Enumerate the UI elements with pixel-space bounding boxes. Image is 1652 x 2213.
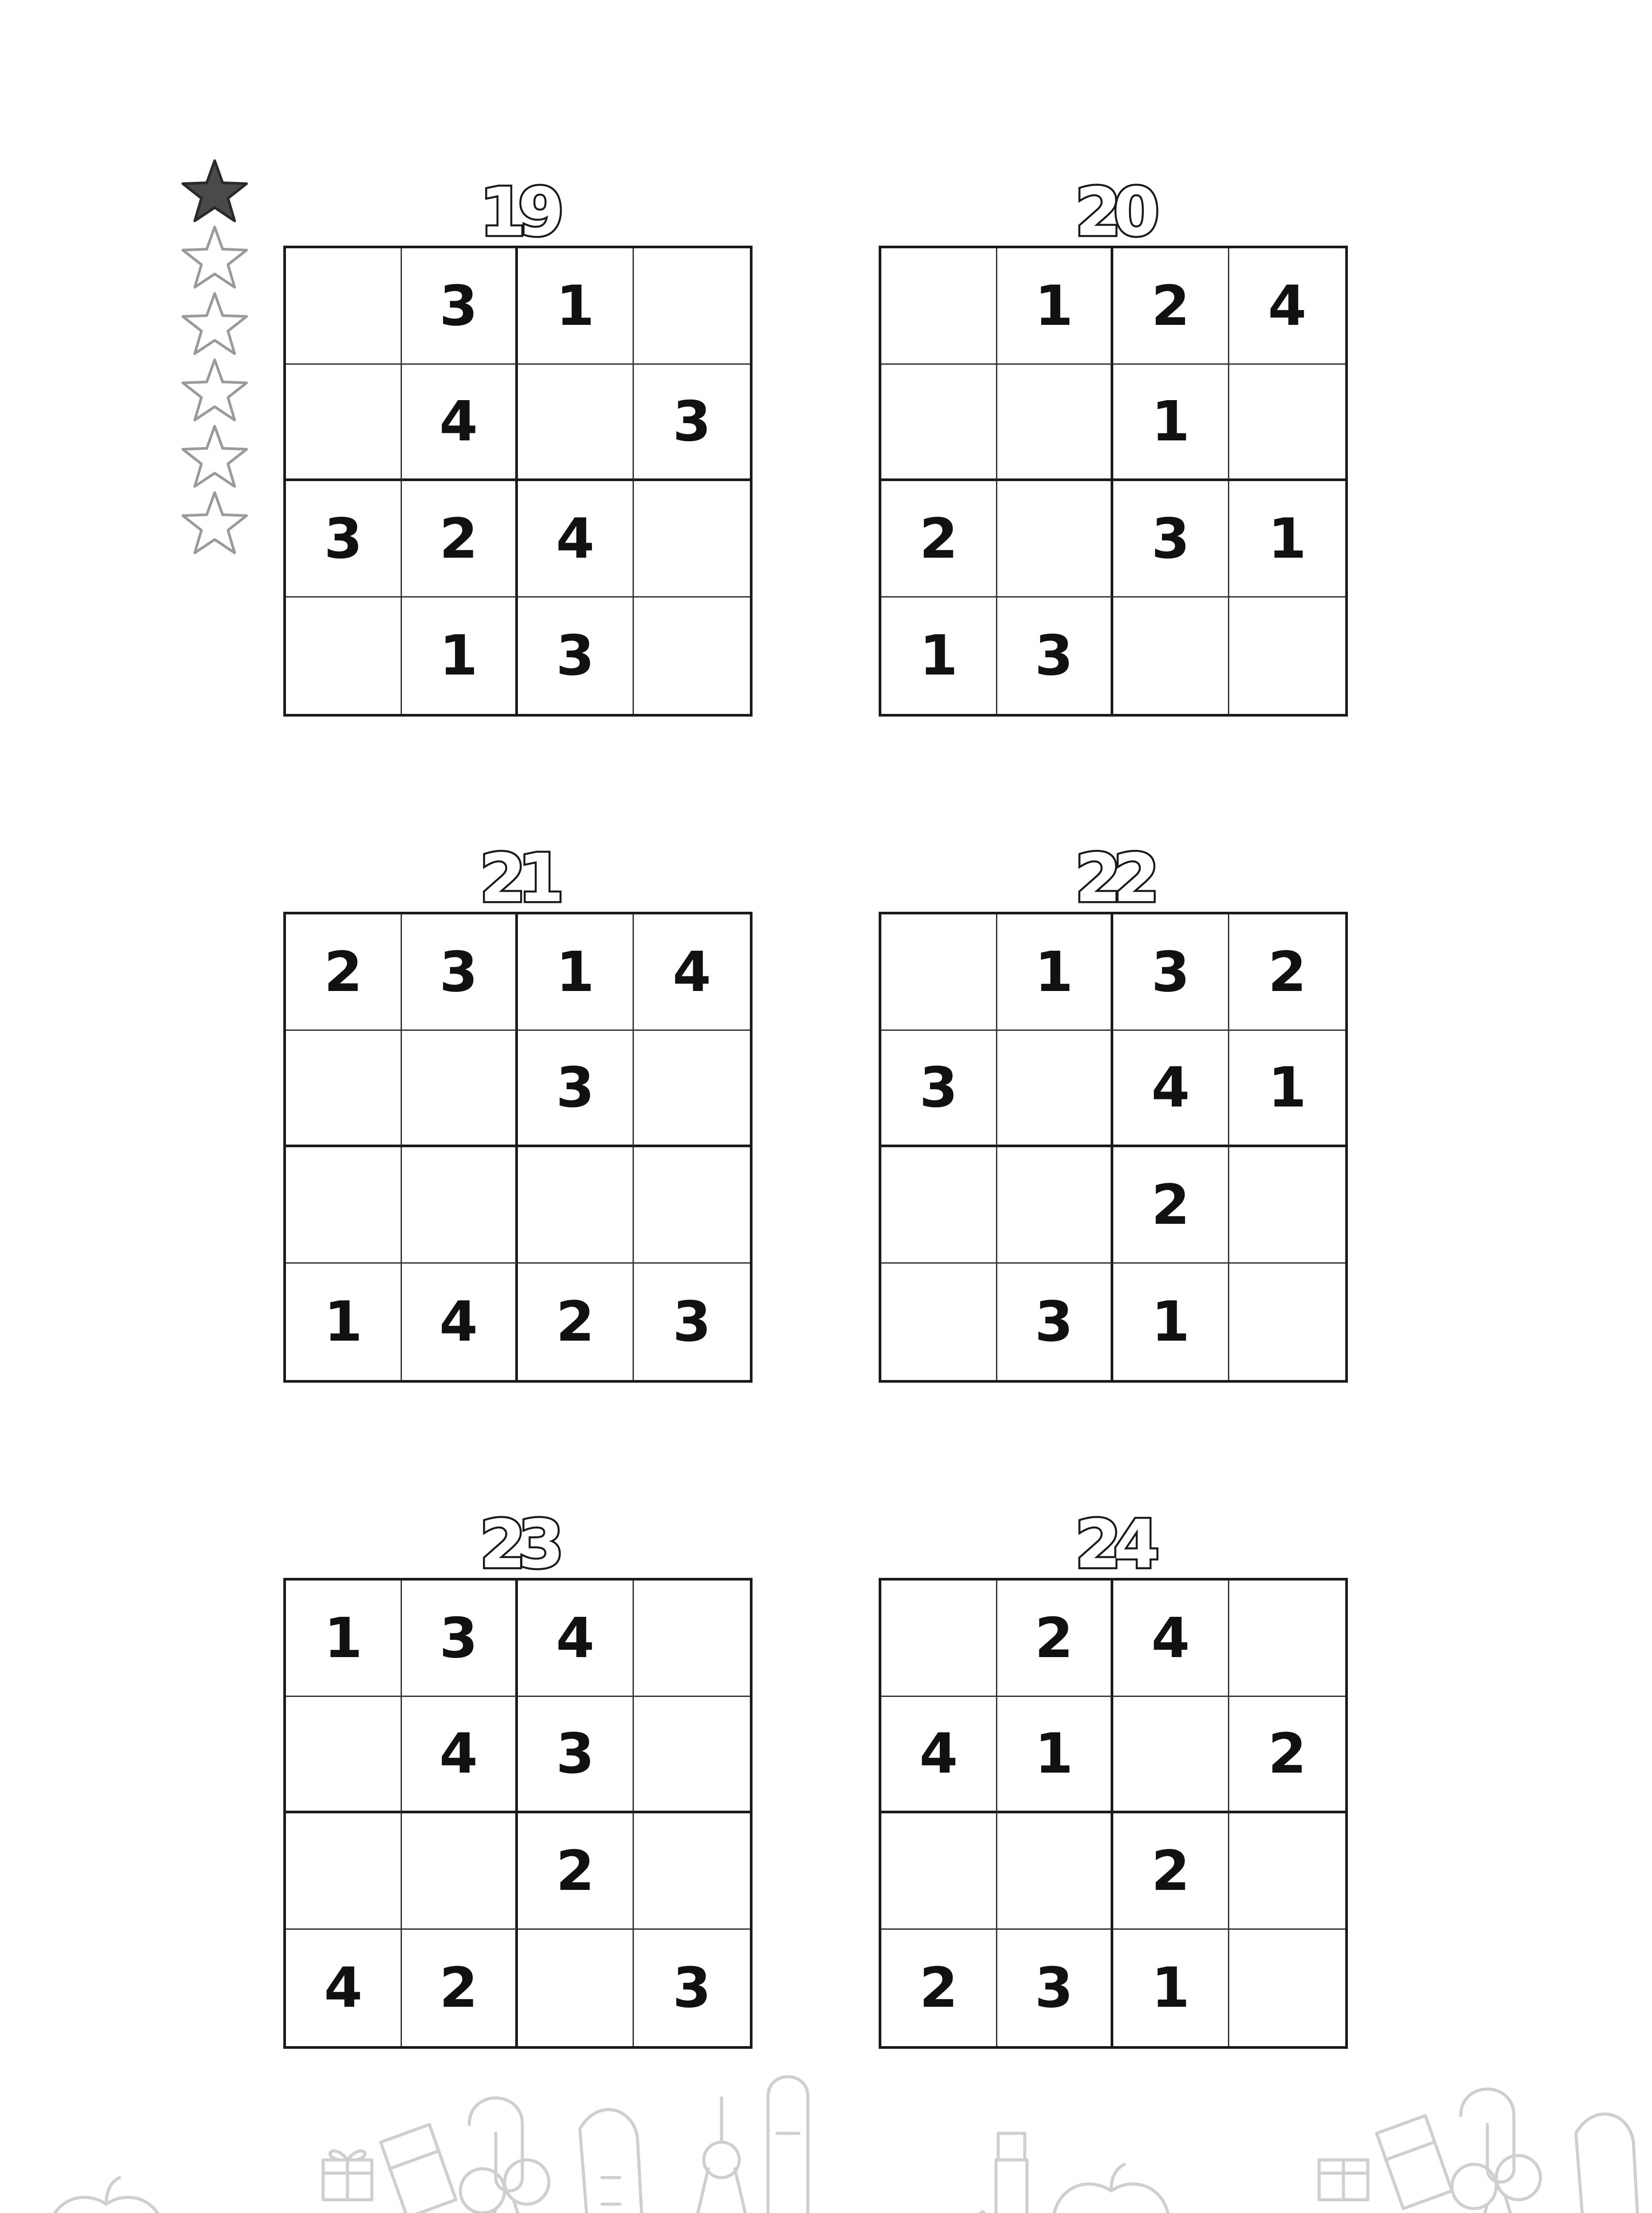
given-cell: 3 xyxy=(634,365,750,481)
empty-cell[interactable] xyxy=(881,1264,997,1380)
given-cell: 1 xyxy=(1229,481,1345,598)
empty-cell[interactable] xyxy=(1229,598,1345,714)
given-cell: 4 xyxy=(286,1930,402,2046)
given-cell: 2 xyxy=(1113,248,1229,365)
apple-icon xyxy=(48,2178,164,2213)
empty-cell[interactable] xyxy=(286,1147,402,1264)
empty-cell[interactable] xyxy=(997,1813,1113,1930)
compass-icon xyxy=(677,2098,766,2213)
empty-cell[interactable] xyxy=(634,1697,750,1813)
given-cell: 2 xyxy=(1113,1813,1229,1930)
star-filled-icon xyxy=(179,157,250,224)
empty-cell[interactable] xyxy=(634,1581,750,1697)
given-cell: 2 xyxy=(1229,914,1345,1031)
given-cell: 2 xyxy=(402,481,518,598)
empty-cell[interactable] xyxy=(286,365,402,481)
given-cell: 4 xyxy=(881,1697,997,1813)
glue-stick-icon xyxy=(996,2133,1027,2213)
empty-cell[interactable] xyxy=(1113,598,1229,714)
given-cell: 2 xyxy=(518,1813,634,1930)
empty-cell[interactable] xyxy=(518,365,634,481)
given-cell: 3 xyxy=(672,1956,711,2020)
empty-cell[interactable] xyxy=(286,598,402,714)
empty-cell[interactable] xyxy=(997,481,1113,598)
pen-icon xyxy=(768,2077,808,2213)
given-cell: 3 xyxy=(518,598,634,714)
given-cell: 1 xyxy=(997,914,1113,1031)
star-empty-icon xyxy=(179,489,250,555)
sudoku-grid xyxy=(283,1578,753,2049)
given-cell: 2 xyxy=(997,1581,1113,1697)
given-cell: 4 xyxy=(1113,1031,1229,1147)
empty-cell[interactable] xyxy=(881,1147,997,1264)
given-cell: 2 xyxy=(402,1930,518,2046)
given-cell: 1 xyxy=(286,1581,402,1697)
given-cell: 1 xyxy=(518,914,634,1031)
puzzle-number: 24 xyxy=(1075,1506,1152,1583)
star-empty-icon xyxy=(179,423,250,489)
empty-cell[interactable] xyxy=(402,1031,518,1147)
empty-cell[interactable] xyxy=(997,365,1113,481)
given-cell: 1 xyxy=(997,1697,1113,1813)
eraser-icon xyxy=(381,2124,456,2213)
empty-cell[interactable] xyxy=(518,1930,634,2046)
empty-cell[interactable] xyxy=(518,1147,634,1264)
empty-cell[interactable] xyxy=(1229,1581,1345,1697)
given-cell: 2 xyxy=(286,914,402,1031)
given-cell: 4 xyxy=(402,365,518,481)
given-cell: 2 xyxy=(1113,1147,1229,1264)
given-cell: 3 xyxy=(672,1290,711,1354)
scissors-icon xyxy=(1452,2155,1540,2213)
sudoku-grid xyxy=(283,912,753,1383)
star-empty-icon xyxy=(179,290,250,356)
puzzle-number: 19 xyxy=(479,174,556,251)
given-cell: 1 xyxy=(1113,365,1229,481)
given-cell: 2 xyxy=(518,1264,634,1380)
given-cell: 3 xyxy=(1113,481,1229,598)
empty-cell[interactable] xyxy=(997,1147,1113,1264)
given-cell: 2 xyxy=(1229,1697,1345,1813)
sudoku-grid xyxy=(879,912,1348,1383)
given-cell: 1 xyxy=(402,598,518,714)
stationery-footer xyxy=(0,2045,1652,2213)
empty-cell[interactable] xyxy=(634,598,750,714)
empty-cell[interactable] xyxy=(286,248,402,365)
empty-cell[interactable] xyxy=(997,1031,1113,1147)
given-cell: 4 xyxy=(518,1581,634,1697)
empty-cell[interactable] xyxy=(881,365,997,481)
sudoku-grid xyxy=(283,246,753,717)
given-cell: 1 xyxy=(518,248,634,365)
given-cell: 1 xyxy=(286,1264,402,1380)
given-cell: 3 xyxy=(997,1264,1113,1380)
given-cell: 4 xyxy=(634,914,750,1031)
empty-cell[interactable] xyxy=(1229,365,1345,481)
empty-cell[interactable] xyxy=(634,1147,750,1264)
given-cell: 3 xyxy=(286,481,402,598)
given-cell: 4 xyxy=(402,1264,518,1380)
ruler-icon xyxy=(580,2109,646,2213)
given-cell: 4 xyxy=(1113,1581,1229,1697)
star-empty-icon xyxy=(179,356,250,423)
given-cell: 3 xyxy=(518,1697,634,1813)
scissors-icon xyxy=(460,2160,549,2213)
given-cell: 1 xyxy=(997,248,1113,365)
given-cell: 4 xyxy=(402,1697,518,1813)
empty-cell[interactable] xyxy=(634,1031,750,1147)
given-cell: 3 xyxy=(1113,914,1229,1031)
empty-cell[interactable] xyxy=(634,1813,750,1930)
empty-cell[interactable] xyxy=(286,1697,402,1813)
ruler-icon xyxy=(1576,2114,1642,2213)
given-cell: 1 xyxy=(1229,1031,1345,1147)
sudoku-grid xyxy=(879,246,1348,717)
gift-icon xyxy=(1319,2160,1368,2200)
given-cell: 3 xyxy=(518,1031,634,1147)
star-empty-icon xyxy=(179,224,250,290)
empty-cell[interactable] xyxy=(1229,1930,1345,2046)
given-cell: 3 xyxy=(402,1581,518,1697)
empty-cell[interactable] xyxy=(1229,1147,1345,1264)
empty-cell[interactable] xyxy=(634,481,750,598)
empty-cell[interactable] xyxy=(286,1813,402,1930)
puzzle-number: 22 xyxy=(1075,840,1152,917)
given-cell: 3 xyxy=(997,1930,1113,2046)
empty-cell[interactable] xyxy=(402,1147,518,1264)
given-cell: 4 xyxy=(1229,248,1345,365)
given-cell: 3 xyxy=(881,1031,997,1147)
given-cell: 3 xyxy=(997,598,1113,714)
empty-cell[interactable] xyxy=(402,1813,518,1930)
eraser-icon xyxy=(1377,2116,1452,2209)
empty-cell[interactable] xyxy=(1113,1697,1229,1813)
empty-cell[interactable] xyxy=(286,1031,402,1147)
paperclip-icon xyxy=(469,2098,522,2191)
puzzle-number: 20 xyxy=(1075,174,1152,251)
gift-icon xyxy=(323,2151,372,2200)
given-cell: 1 xyxy=(1113,1264,1229,1380)
given-cell: 3 xyxy=(402,248,518,365)
empty-cell[interactable] xyxy=(1229,1813,1345,1930)
puzzle-number: 21 xyxy=(479,840,556,917)
empty-cell[interactable] xyxy=(881,1813,997,1930)
empty-cell[interactable] xyxy=(881,914,997,1031)
empty-cell[interactable] xyxy=(881,1581,997,1697)
puzzle-number: 23 xyxy=(479,1506,556,1583)
sudoku-grid xyxy=(879,1578,1348,2049)
empty-cell[interactable] xyxy=(634,248,750,365)
empty-cell[interactable] xyxy=(881,248,997,365)
empty-cell[interactable] xyxy=(1229,1264,1345,1380)
given-cell: 2 xyxy=(881,481,997,598)
given-cell: 2 xyxy=(881,1930,997,2046)
given-cell: 1 xyxy=(1113,1930,1229,2046)
given-cell: 3 xyxy=(402,914,518,1031)
given-cell: 1 xyxy=(881,598,997,714)
given-cell: 4 xyxy=(518,481,634,598)
apple-icon xyxy=(1053,2164,1169,2213)
